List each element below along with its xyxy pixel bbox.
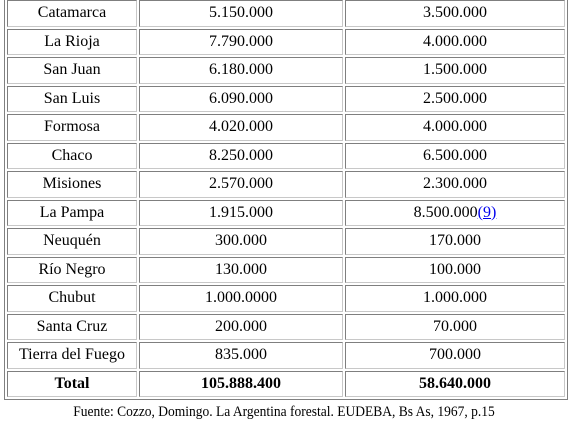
value-cell: 300.000 [139,228,343,255]
value-cell: 170.000 [345,228,565,255]
table-row [7,200,565,227]
province-cell: La Pampa [7,200,137,227]
value-cell: 4.020.000 [139,114,343,141]
value-cell: 5.150.000 [139,0,343,27]
table-row [7,257,565,284]
table-row [7,285,565,312]
value-text: 8.500.000 [413,203,478,221]
province-cell: La Rioja [7,29,137,56]
total-value-cell: 105.888.400 [139,371,343,398]
province-cell: Catamarca [7,0,137,27]
value-cell: 7.790.000 [139,29,343,56]
province-cell: San Juan [7,57,137,84]
data-table-container [4,0,566,400]
province-cell: Santa Cruz [7,314,137,341]
total-value-cell: 58.640.000 [345,371,565,398]
value-cell: 4.000.000 [345,114,565,141]
province-cell: San Luis [7,86,137,113]
value-cell: 6.180.000 [139,57,343,84]
value-cell: 1.000.000 [345,285,565,312]
forest-area-table [4,0,568,400]
value-cell: 100.000 [345,257,565,284]
value-cell: 835.000 [139,342,343,369]
province-cell: Formosa [7,114,137,141]
table-row [7,342,565,369]
value-cell: 130.000 [139,257,343,284]
value-cell: 8.250.000 [139,143,343,170]
value-cell: 1.500.000 [345,57,565,84]
value-cell: 700.000 [345,342,565,369]
value-cell: 6.090.000 [139,86,343,113]
value-cell: 2.500.000 [345,86,565,113]
value-cell: 70.000 [345,314,565,341]
value-cell: 200.000 [139,314,343,341]
table-row [7,0,565,27]
province-cell: Chubut [7,285,137,312]
value-cell: 3.500.000 [345,0,565,27]
table-row [7,114,565,141]
footnote-link[interactable]: (9) [477,203,497,221]
source-caption: Fuente: Cozzo, Domingo. La Argentina forestal. EUDEBA, Bs As, 1967, p.15 [73,404,495,420]
province-cell: Río Negro [7,257,137,284]
province-cell: Misiones [7,171,137,198]
province-cell: Tierra del Fuego [7,342,137,369]
value-cell: 4.000.000 [345,29,565,56]
table-row [7,143,565,170]
table-row [7,29,565,56]
table-row [7,57,565,84]
value-cell: 2.300.000 [345,171,565,198]
total-row [7,371,565,398]
table-row [7,86,565,113]
province-cell: Chaco [7,143,137,170]
value-cell: 1.000.0000 [139,285,343,312]
total-label-cell: Total [7,371,137,398]
value-cell: 2.570.000 [139,171,343,198]
table-row [7,314,565,341]
province-cell: Neuquén [7,228,137,255]
value-cell: 6.500.000 [345,143,565,170]
value-cell-with-footnote [345,200,565,227]
table-row [7,228,565,255]
table-row [7,171,565,198]
value-cell: 1.915.000 [139,200,343,227]
